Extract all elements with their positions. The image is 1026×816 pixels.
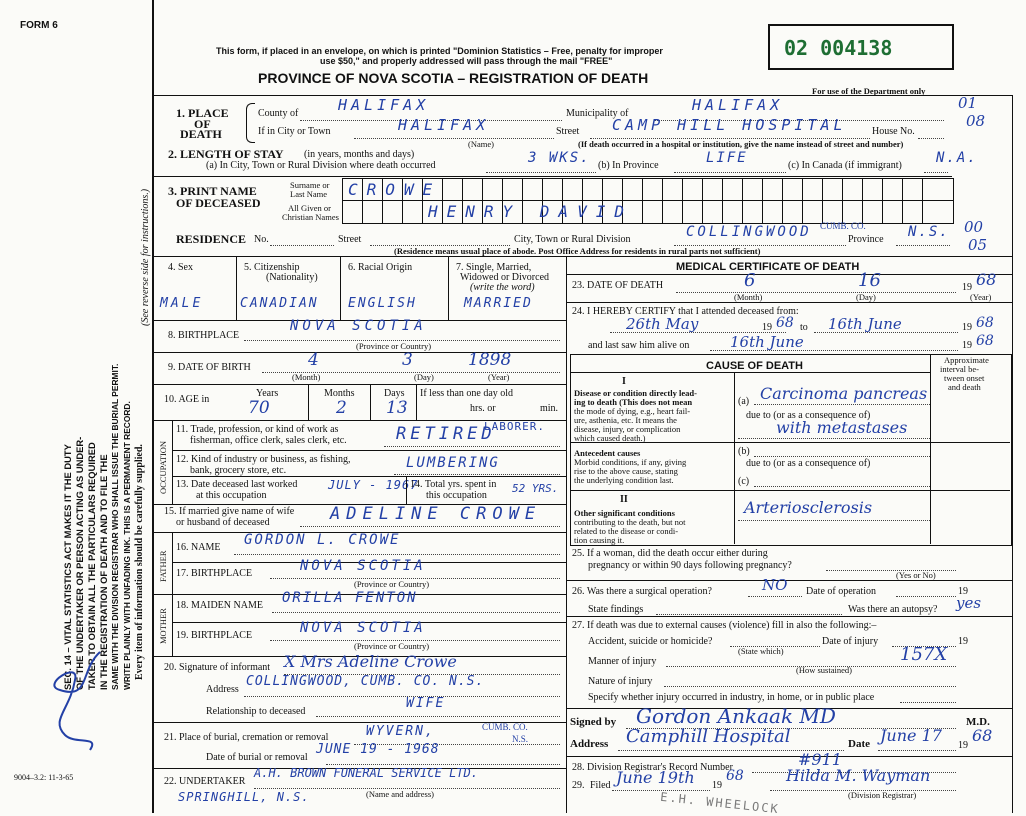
city-line bbox=[354, 138, 554, 139]
industry-value[interactable]: LUMBERING bbox=[406, 455, 500, 471]
marital-label-1: 7. Single, Married, bbox=[456, 262, 532, 273]
residence-label: RESIDENCE bbox=[176, 232, 247, 246]
section3-rule bbox=[152, 256, 1012, 257]
col-div-1 bbox=[236, 256, 237, 320]
mother-maiden-label: 18. MAIDEN NAME bbox=[176, 600, 263, 611]
signer-date-year[interactable]: 68 bbox=[972, 726, 993, 745]
racial-label: 6. Racial Origin bbox=[348, 262, 413, 273]
trade-label-1: 11. Trade, profession, or kind of work as bbox=[176, 424, 339, 435]
informant-sig-label: 20. Signature of informant bbox=[164, 662, 271, 673]
stay-a-line bbox=[486, 172, 596, 173]
occupation-side-div bbox=[172, 420, 173, 504]
cause-header-rule bbox=[570, 372, 930, 373]
date-operation-line bbox=[896, 596, 956, 597]
stay-b-value[interactable]: LIFE bbox=[706, 150, 748, 166]
side-note-sec14: SEC. 14 – VITAL STATISTICS ACT MAKES IT THE DUTY bbox=[62, 444, 73, 690]
filed-year[interactable]: 68 bbox=[726, 768, 744, 784]
registration-number-box bbox=[768, 24, 954, 70]
antecedent-label-3: rise to the above cause, stating bbox=[574, 466, 678, 476]
place-label-2: OF bbox=[194, 117, 211, 131]
interval-divider bbox=[930, 354, 931, 544]
industry-line bbox=[394, 474, 560, 475]
form-title: PROVINCE OF NOVA SCOTIA – REGISTRATION OF DEATH bbox=[258, 70, 649, 86]
stay-a-value[interactable]: 3 WKS. bbox=[528, 150, 591, 166]
due-to-label-2: due to (or as a consequence of) bbox=[746, 458, 871, 469]
attended-from[interactable]: 26th May bbox=[626, 315, 699, 333]
father-name-value[interactable]: GORDON L. CROWE bbox=[244, 532, 401, 548]
other-label-2: contributing to the death, but not bbox=[574, 517, 686, 527]
print-name-label-1: 3. PRINT NAME bbox=[168, 184, 257, 198]
undertaker-label: 22. UNDERTAKER bbox=[164, 776, 246, 787]
age-col-2 bbox=[370, 384, 371, 420]
antecedent-label-2: Morbid conditions, if any, giving bbox=[574, 457, 687, 467]
spouse-line bbox=[300, 526, 560, 527]
relationship-value[interactable]: WIFE bbox=[406, 696, 446, 711]
disease-label-6: which caused death.) bbox=[574, 433, 646, 443]
side-note-line3: TAKER TO OBTAIN ALL THE PARTICULARS REQUIRED bbox=[86, 442, 97, 690]
sex-label: 4. Sex bbox=[168, 262, 193, 273]
age-years[interactable]: 70 bbox=[248, 398, 270, 418]
accident-label: Accident, suicide or homicide? bbox=[588, 636, 713, 647]
disease-label-3: the mode of dying, e.g., heart fail- bbox=[574, 406, 691, 416]
dob-month-caption: (Month) bbox=[292, 372, 321, 382]
spouse-label-1: 15. If married give name of wife bbox=[164, 506, 295, 517]
death-month-caption: (Month) bbox=[734, 292, 763, 302]
state-findings-line bbox=[656, 614, 842, 615]
q25-label-2: pregnancy or within 90 days following pregnancy? bbox=[588, 560, 792, 571]
specify-label: Specify whether injury occurred in industry, in home, or in public place bbox=[588, 692, 875, 703]
signed-by-label: Signed by bbox=[570, 716, 617, 728]
other-label-4: tion causing it. bbox=[574, 535, 625, 545]
relationship-label: Relationship to deceased bbox=[206, 706, 306, 717]
state-findings-label: State findings bbox=[588, 604, 644, 615]
signature-rule bbox=[566, 756, 1012, 757]
residence-street-label: Street bbox=[338, 234, 362, 245]
q28-value[interactable]: #911 bbox=[798, 750, 842, 769]
registrar-signature[interactable]: Hilda M. Wayman bbox=[786, 766, 931, 785]
stay-c-label: (c) In Canada (if immigrant) bbox=[788, 160, 902, 171]
cause-c-line bbox=[754, 486, 930, 487]
margin-code-2: 08 bbox=[966, 112, 986, 130]
informant-address-value[interactable]: COLLINGWOOD, CUMB. CO. N.S. bbox=[246, 674, 485, 689]
length-stay-label: 2. LENGTH OF STAY bbox=[168, 147, 284, 161]
stay-c-line bbox=[924, 172, 948, 173]
antecedent-label-4: the underlying condition last. bbox=[574, 475, 674, 485]
q25-label-1: 25. If a woman, did the death occur either during bbox=[572, 548, 768, 559]
father-side-label: FATHER bbox=[158, 550, 168, 582]
interval-header-1: Approximate bbox=[944, 355, 989, 365]
attended-to[interactable]: 16th June bbox=[828, 315, 902, 333]
burial-date-label: Date of burial or removal bbox=[206, 752, 308, 763]
disease-label-1: Disease or condition directly lead- bbox=[574, 388, 697, 398]
cause-header: CAUSE OF DEATH bbox=[706, 360, 803, 372]
less-day-label-1: If less than one day old bbox=[420, 388, 514, 399]
autopsy-label: Was there an autopsy? bbox=[848, 604, 938, 615]
total-years-label-1: 14. Total yrs. spent in bbox=[410, 479, 497, 490]
q28-label: 28. Division Registrar's Record Number bbox=[572, 762, 733, 773]
part-1: I bbox=[622, 376, 626, 387]
dept-use-note: For use of the Department only bbox=[812, 86, 926, 96]
how-sustained-caption: (How sustained) bbox=[796, 665, 852, 675]
place-label-1: 1. PLACE bbox=[176, 106, 229, 120]
father-side-div bbox=[172, 532, 173, 594]
given-label-1: All Given or bbox=[288, 203, 331, 213]
street-label: Street bbox=[556, 126, 580, 137]
due-to-label-1: due to (or as a consequence of) bbox=[746, 410, 871, 421]
death-day-caption: (Day) bbox=[856, 292, 876, 302]
years-label: Years bbox=[256, 388, 279, 399]
registrar-stamp: E.H. WHEELOCK bbox=[659, 789, 781, 816]
last-worked-value[interactable]: JULY - 1967 bbox=[328, 478, 419, 492]
residence-province-value[interactable]: N.S. bbox=[908, 224, 950, 240]
cause-b-label: (b) bbox=[738, 446, 750, 457]
citizenship-label: 5. Citizenship bbox=[244, 262, 300, 273]
undertaker-value[interactable]: A.H. BROWN FUNERAL SERVICE LTD. bbox=[254, 766, 478, 780]
residence-no-line bbox=[270, 245, 334, 246]
disease-label-4: ure, asthenia, etc. It means the bbox=[574, 415, 677, 425]
residence-division-label: City, Town or Rural Division bbox=[514, 234, 631, 245]
cause-b-line bbox=[754, 456, 930, 457]
place-brace bbox=[246, 103, 255, 143]
death-day[interactable]: 16 bbox=[858, 270, 881, 291]
q26-label: 26. Was there a surgical operation? bbox=[572, 586, 712, 597]
q29-label: 29. bbox=[572, 780, 585, 791]
q26-line bbox=[748, 596, 802, 597]
attended-to-year[interactable]: 68 bbox=[976, 315, 994, 331]
marital-value[interactable]: MARRIED bbox=[464, 296, 533, 311]
medical-header: MEDICAL CERTIFICATE OF DEATH bbox=[676, 261, 860, 273]
attended-from-prefix: 19 bbox=[762, 322, 772, 333]
row23-rule bbox=[566, 302, 1012, 303]
manner-note: 157X bbox=[900, 644, 948, 665]
length-stay-sub: (in years, months and days) bbox=[304, 149, 415, 160]
less-day-label-3: min. bbox=[540, 403, 559, 414]
father-birthplace-label: 17. BIRTHPLACE bbox=[176, 568, 253, 579]
less-day-label-2: hrs. or bbox=[470, 403, 496, 414]
filed-year-prefix: 19 bbox=[712, 780, 722, 791]
age-col-3 bbox=[416, 384, 417, 420]
side-note-line6: WRITE PLAINLY WITH UNFADING INK. THIS IS A PERMANENT RECORD. bbox=[122, 401, 132, 690]
hospital-note: (If death occurred in a hospital or institution, give the name instead of street and number) bbox=[578, 139, 904, 149]
margin-code-4: 05 bbox=[968, 236, 988, 254]
cause-c-label: (c) bbox=[738, 476, 750, 487]
autopsy-value[interactable]: yes bbox=[956, 594, 982, 612]
signer-date-value[interactable]: June 17 bbox=[880, 726, 942, 745]
days-label: Days bbox=[384, 388, 405, 399]
occupation-side-label: OCCUPATION bbox=[158, 440, 168, 494]
cause-row1-rule bbox=[570, 442, 1010, 443]
age-months[interactable]: 2 bbox=[336, 398, 347, 418]
dob-day[interactable]: 3 bbox=[402, 350, 413, 370]
signer-address-value[interactable]: Camphill Hospital bbox=[626, 726, 791, 747]
dob-month[interactable]: 4 bbox=[308, 350, 319, 370]
burial-place-note: CUMB. CO. bbox=[482, 722, 528, 732]
informant-address-line bbox=[244, 696, 560, 697]
surname-label-2: Last Name bbox=[290, 189, 328, 199]
burial-place-label: 21. Place of burial, cremation or removal bbox=[164, 732, 329, 743]
father-birthplace-value[interactable]: NOVA SCOTIA bbox=[300, 558, 426, 574]
registration-number: 02 004138 bbox=[784, 36, 893, 60]
racial-value[interactable]: ENGLISH bbox=[348, 296, 417, 311]
mother-maiden-value[interactable]: ORILLA FENTON bbox=[282, 590, 418, 606]
industry-label-1: 12. Kind of industry or business, as fishing, bbox=[176, 454, 351, 465]
margin-code-1: 01 bbox=[958, 94, 978, 112]
given-names-value[interactable]: HENRY DAVID bbox=[428, 202, 633, 221]
signer-date-label: Date bbox=[848, 738, 870, 750]
cause-row2-rule bbox=[570, 490, 1010, 491]
interval-header-4: and death bbox=[948, 382, 981, 392]
citizenship-sub: (Nationality) bbox=[266, 272, 318, 283]
death-year-caption: (Year) bbox=[970, 292, 992, 302]
age-days[interactable]: 13 bbox=[386, 398, 408, 418]
medical-header-rule bbox=[566, 274, 1012, 275]
other-label-3: related to the disease or condi- bbox=[574, 526, 679, 536]
interval-header-3: tween onset bbox=[944, 373, 985, 383]
row26-rule bbox=[566, 616, 1012, 617]
residence-province-label: Province bbox=[848, 234, 884, 245]
certify-label: 24. I HEREBY CERTIFY that I attended deceased from: bbox=[572, 306, 799, 317]
side-note-line4: IN THE REGISTRATION OF DEATH AND TO FILE THE bbox=[98, 454, 109, 690]
dob-day-caption: (Day) bbox=[414, 372, 434, 382]
attended-from-year[interactable]: 68 bbox=[776, 315, 794, 331]
part-2: II bbox=[620, 494, 628, 505]
spouse-value[interactable]: ADELINE CROWE bbox=[330, 504, 542, 524]
trade-value[interactable]: RETIRED bbox=[396, 424, 496, 444]
nature-line bbox=[664, 686, 956, 687]
center-divider bbox=[566, 256, 567, 813]
last-saw-label: and last saw him alive on bbox=[588, 340, 690, 351]
signer-date-prefix: 19 bbox=[958, 740, 968, 751]
citizenship-value[interactable]: CANADIAN bbox=[240, 296, 319, 311]
row11-rule bbox=[172, 450, 566, 451]
filed-label: Filed bbox=[590, 780, 611, 791]
cause-a-label: (a) bbox=[738, 396, 750, 407]
city-label: If in City or Town bbox=[258, 126, 331, 137]
signer-address-label: Address bbox=[570, 738, 609, 750]
filed-value[interactable]: June 19th bbox=[616, 768, 695, 787]
marital-label-2: Widowed or Divorced bbox=[460, 272, 550, 283]
municipality-label: Municipality of bbox=[566, 108, 629, 119]
to-label: to bbox=[800, 322, 808, 333]
surname-value[interactable]: CROWE bbox=[348, 180, 442, 199]
physician-signature[interactable]: Gordon Ankaak MD bbox=[636, 704, 836, 728]
stay-c-value[interactable]: N.A. bbox=[936, 150, 978, 166]
mother-maiden-line bbox=[272, 612, 560, 613]
mother-side-label: MOTHER bbox=[158, 608, 168, 644]
row12-rule bbox=[172, 476, 566, 477]
house-no-label: House No. bbox=[872, 126, 915, 137]
father-name-line bbox=[234, 554, 560, 555]
other-label-1: Other significant conditions bbox=[574, 508, 675, 518]
total-years-label-2: this occupation bbox=[426, 490, 487, 501]
death-year-prefix: 19 bbox=[962, 282, 972, 293]
interval-header-2: interval be- bbox=[940, 364, 979, 374]
date-death-line bbox=[676, 292, 956, 293]
county-value[interactable]: HALIFAX bbox=[338, 96, 430, 114]
date-death-label: 23. DATE OF DEATH bbox=[572, 280, 664, 291]
surname-label-1: Surname or bbox=[290, 180, 330, 190]
stay-a-label: (a) In City, Town or Rural Division where death occurred bbox=[206, 160, 436, 171]
nature-label: Nature of injury bbox=[588, 676, 653, 687]
dob-year-caption: (Year) bbox=[488, 372, 510, 382]
mother-birthplace-value[interactable]: NOVA SCOTIA bbox=[300, 620, 426, 636]
registrar-caption: (Division Registrar) bbox=[848, 790, 917, 800]
trade-line bbox=[384, 446, 560, 447]
spouse-label-2: or husband of deceased bbox=[176, 517, 270, 528]
last-worked-label-1: 13. Date deceased last worked bbox=[176, 479, 298, 490]
undertaker-caption: (Name and address) bbox=[366, 789, 434, 799]
form-code: 9004–3.2: 11-3-65 bbox=[14, 773, 74, 782]
state-which-caption: (State which) bbox=[738, 646, 784, 656]
birthplace-value[interactable]: NOVA SCOTIA bbox=[290, 318, 427, 334]
municipality-value[interactable]: HALIFAX bbox=[692, 96, 784, 114]
residence-division-value[interactable]: COLLINGWOOD bbox=[686, 224, 812, 240]
trade-extra[interactable]: LABORER. bbox=[484, 420, 545, 433]
marital-label-3: (write the word) bbox=[470, 282, 535, 293]
given-label-2: Christian Names bbox=[282, 212, 339, 222]
informant-signature[interactable]: X Mrs Adeline Crowe bbox=[284, 652, 457, 671]
cause-label-divider bbox=[734, 372, 735, 544]
relationship-line bbox=[316, 716, 560, 717]
place-label-3: DEATH bbox=[180, 127, 222, 141]
last-worked-label-2: at this occupation bbox=[196, 490, 267, 501]
sex-value[interactable]: MALE bbox=[160, 296, 204, 311]
side-note-line2: OF THE UNDERTAKER OR PERSON ACTING AS UNDER- bbox=[74, 436, 85, 690]
q25-line bbox=[826, 570, 956, 571]
residence-note: (Residence means usual place of abode. Post Office Address for residents in rural parts not sufficient) bbox=[394, 246, 761, 256]
months-label: Months bbox=[324, 388, 355, 399]
disease-label-5: disease, injury, or complication bbox=[574, 424, 681, 434]
form-number: FORM 6 bbox=[20, 20, 58, 31]
stay-b-label: (b) In Province bbox=[598, 160, 659, 171]
date-operation-prefix: 19 bbox=[958, 586, 968, 597]
manner-label: Manner of injury bbox=[588, 656, 657, 667]
city-value[interactable]: HALIFAX bbox=[398, 116, 490, 134]
cause-a2-line bbox=[738, 438, 930, 439]
cause-a-value[interactable]: Carcinoma pancreas bbox=[760, 384, 928, 403]
birthplace-label: 8. BIRTHPLACE bbox=[168, 330, 240, 341]
age-col-1 bbox=[308, 384, 309, 420]
md-label: M.D. bbox=[966, 716, 990, 728]
death-year[interactable]: 68 bbox=[976, 270, 997, 289]
header-rule bbox=[152, 95, 1012, 96]
residence-province-line bbox=[896, 245, 950, 246]
attended-to-prefix: 19 bbox=[962, 322, 972, 333]
informant-address-label: Address bbox=[206, 684, 239, 695]
margin-scribble bbox=[20, 640, 120, 760]
last-saw[interactable]: 16th June bbox=[730, 333, 804, 351]
mail-notice-line1: This form, if placed in an envelope, on which is printed "Dominion Statistics – Free, penalty for improper bbox=[216, 46, 663, 56]
date-operation-label: Date of operation bbox=[806, 586, 876, 597]
cause-a-line bbox=[754, 404, 930, 405]
stay-b-line bbox=[674, 172, 786, 173]
age-label: 10. AGE in bbox=[164, 394, 210, 405]
dob-label: 9. DATE OF BIRTH bbox=[168, 362, 251, 373]
house-no-line bbox=[918, 138, 944, 139]
burial-place-note2: N.S. bbox=[512, 734, 529, 744]
row13-div bbox=[406, 476, 407, 504]
dob-year[interactable]: 1898 bbox=[468, 350, 512, 370]
row25-rule bbox=[566, 580, 1012, 581]
q26-value[interactable]: NO bbox=[762, 576, 788, 594]
right-border bbox=[1012, 95, 1013, 813]
specify-line bbox=[900, 702, 956, 703]
total-years-value[interactable]: 52 YRS. bbox=[512, 482, 559, 495]
burial-date-line bbox=[326, 764, 560, 765]
row9-rule bbox=[152, 384, 566, 385]
father-birthplace-caption: (Province or Country) bbox=[354, 579, 430, 589]
residence-county-note: CUMB. CO. bbox=[820, 221, 866, 231]
col-div-2 bbox=[340, 256, 341, 320]
q25-caption: (Yes or No) bbox=[896, 570, 936, 580]
death-month[interactable]: 6 bbox=[744, 270, 756, 291]
residence-no-label: No. bbox=[254, 234, 269, 245]
other-line bbox=[738, 520, 930, 521]
last-saw-prefix: 19 bbox=[962, 340, 972, 351]
trade-label-2: fisherman, office clerk, sales clerk, etc. bbox=[190, 435, 347, 446]
mother-birthplace-caption: (Province or Country) bbox=[354, 641, 430, 651]
father-name-label: 16. NAME bbox=[176, 542, 221, 553]
antecedent-label-1: Antecedent causes bbox=[574, 448, 641, 458]
signer-date-line bbox=[878, 750, 956, 751]
left-border bbox=[152, 0, 154, 813]
burial-place-value[interactable]: WYVERN, bbox=[366, 724, 435, 739]
name-caption: (Name) bbox=[468, 139, 494, 149]
mail-notice-line2: use $50," and properly addressed will pass through the mail "FREE" bbox=[320, 56, 613, 66]
section2-rule bbox=[152, 176, 952, 177]
col-div-3 bbox=[448, 256, 449, 320]
side-note-every-item: Every item of information should be carefully supplied. bbox=[134, 444, 145, 680]
industry-label-2: bank, grocery store, etc. bbox=[190, 465, 287, 476]
county-label: County of bbox=[258, 108, 299, 119]
burial-date-value[interactable]: JUNE 19 - 1968 bbox=[316, 742, 440, 757]
disease-label-2: ing to death (This does not mean bbox=[574, 397, 693, 407]
date-injury-prefix: 19 bbox=[958, 636, 968, 647]
side-note-line5: SAME WITH THE DIVISION REGISTRAR WHO SHALL ISSUE THE BURIAL PERMIT. bbox=[110, 363, 120, 690]
last-saw-year[interactable]: 68 bbox=[976, 333, 994, 349]
mother-birthplace-label: 19. BIRTHPLACE bbox=[176, 630, 253, 641]
print-name-label-2: OF DECEASED bbox=[176, 196, 261, 210]
cause-a2-value[interactable]: with metastases bbox=[776, 418, 908, 437]
date-injury-label: Date of injury bbox=[822, 636, 879, 647]
mother-side-div bbox=[172, 594, 173, 656]
birthplace-caption: (Province or Country) bbox=[356, 341, 432, 351]
undertaker-value2[interactable]: SPRINGHILL, N.S. bbox=[178, 790, 310, 804]
street-value[interactable]: CAMP HILL HOSPITAL bbox=[612, 116, 847, 134]
other-value[interactable]: Arteriosclerosis bbox=[744, 498, 873, 517]
side-note-see-reverse: (See reverse side for instructions.) bbox=[140, 188, 151, 326]
margin-code-3: 00 bbox=[964, 218, 984, 236]
q27-label: 27. If death was due to external causes (violence) fill in also the following:– bbox=[572, 620, 877, 631]
